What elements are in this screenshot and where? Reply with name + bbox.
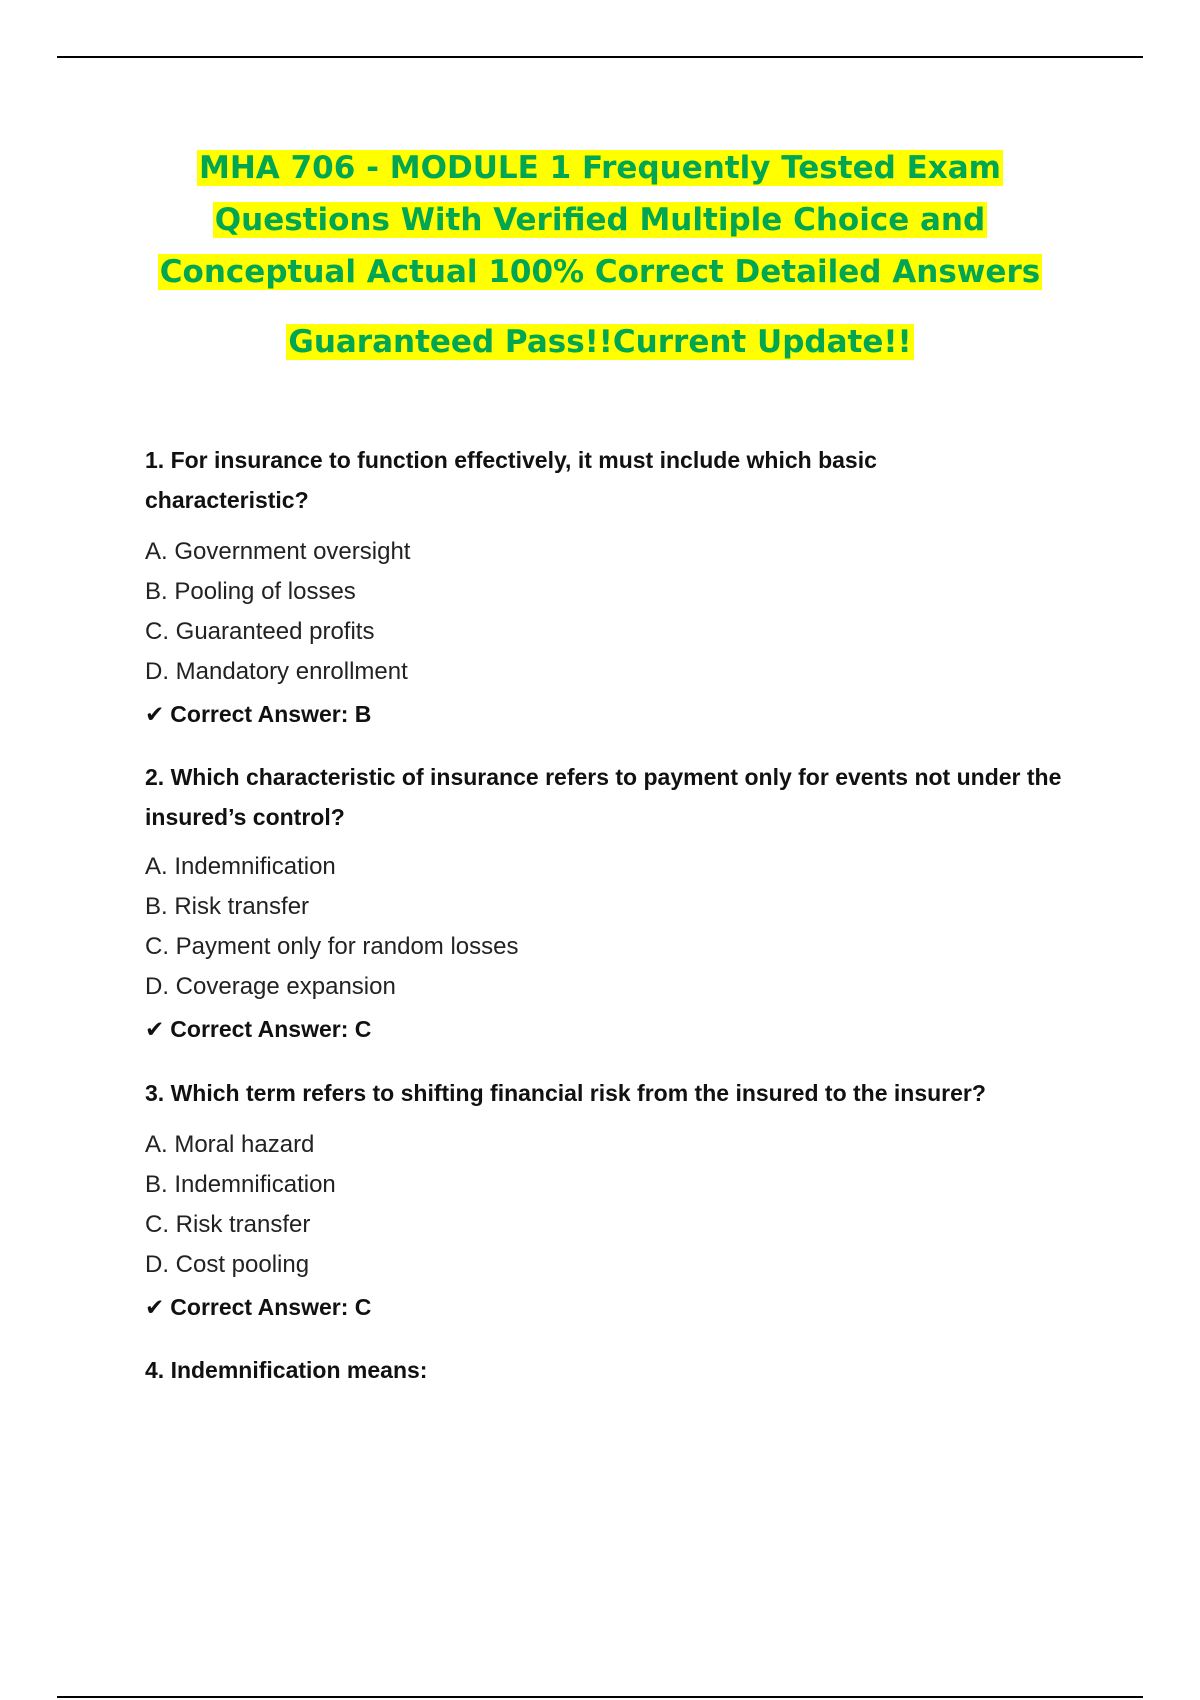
question-1 (145, 440, 1105, 737)
question-3 (145, 1073, 1105, 1330)
check-icon: ✔ (145, 702, 165, 728)
title-line: Conceptual Actual 100% Correct Detailed Answers (159, 254, 1041, 290)
option-d: D. Coverage expansion (145, 973, 396, 1000)
document-title (100, 145, 1100, 371)
question-text: 4. Indemnification means: (145, 1357, 428, 1383)
option-a: A. Moral hazard (145, 1131, 315, 1158)
option-c: C. Payment only for random losses (145, 933, 519, 960)
option-d: D. Cost pooling (145, 1251, 310, 1278)
question-text: 1. For insurance to function effectively, it must include which basic characteristic? (145, 447, 877, 513)
option-a: A. Indemnification (145, 853, 336, 880)
option-b: B. Indemnification (145, 1171, 336, 1198)
title-line: MHA 706 - MODULE 1 Frequently Tested Exam (199, 150, 1001, 186)
question-text: 2. Which characteristic of insurance refers to payment only for events not under the insured’s control? (145, 764, 1062, 830)
option-list (145, 1125, 1105, 1285)
question-text: 3. Which term refers to shifting financial risk from the insured to the insurer? (145, 1080, 986, 1106)
option-c: C. Risk transfer (145, 1211, 311, 1238)
title-line: Questions With Verified Multiple Choice and (214, 202, 986, 238)
option-list (145, 847, 1105, 1007)
question-2 (145, 757, 1105, 1052)
correct-answer: ✔ Correct Answer: B (145, 692, 1105, 737)
correct-answer: ✔ Correct Answer: C (145, 1007, 1105, 1052)
bottom-divider (57, 1696, 1143, 1698)
option-c: C. Guaranteed profits (145, 618, 375, 645)
correct-answer: ✔ Correct Answer: C (145, 1285, 1105, 1330)
option-list (145, 532, 1105, 692)
check-icon: ✔ (145, 1295, 165, 1321)
option-b: B. Risk transfer (145, 893, 310, 920)
check-icon: ✔ (145, 1017, 165, 1043)
question-4 (145, 1350, 1105, 1390)
top-divider (57, 56, 1143, 58)
option-b: B. Pooling of losses (145, 578, 356, 605)
title-line: Guaranteed Pass!!Current Update!! (288, 324, 912, 360)
option-d: D. Mandatory enrollment (145, 658, 408, 685)
option-a: A. Government oversight (145, 538, 411, 565)
